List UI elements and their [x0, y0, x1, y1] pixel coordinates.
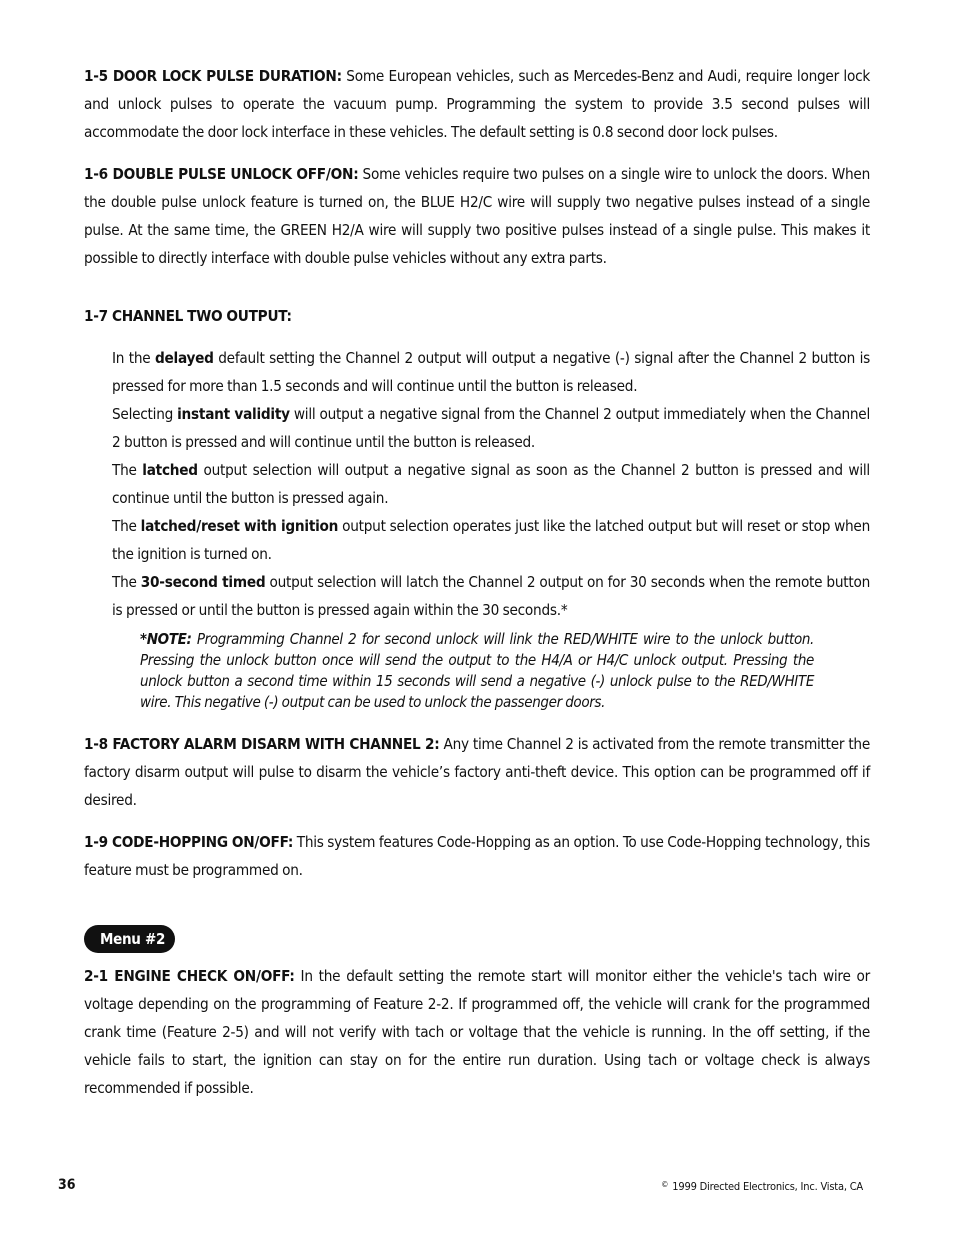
copyright-text: 1999 Directed Electronics, Inc. Vista, CA: [672, 1180, 863, 1193]
section-heading: 1-7 CHANNEL TWO OUTPUT:: [84, 307, 292, 325]
section-1-8: [84, 730, 870, 814]
note-block: [140, 629, 814, 713]
option-name: 30-second timed: [140, 573, 266, 591]
section-1-9: [84, 828, 870, 884]
channel-option-30-second-timed: [112, 568, 870, 624]
option-text: output selection will latch the Channel 2 output on for 30 seconds when the remote button is pressed or until the button is pressed again within the 30 seconds.*: [112, 573, 870, 619]
option-text: default setting the Channel 2 output will output a negative (-) signal after the Channel 2 button is pressed for more than 1.5 seconds and will continue until the button is released.: [112, 349, 870, 395]
option-text: Selecting: [112, 405, 178, 423]
option-name: instant validity: [177, 405, 290, 423]
channel-option-latched-reset: [112, 512, 870, 568]
section-body: Any time Channel 2 is activated from the remote transmitter the factory disarm output will pulse to disarm the vehicle’s factory anti-theft device. This option can be programmed off if desired.: [84, 735, 871, 809]
page-number: 36: [58, 1177, 76, 1193]
menu-badge: Menu #2: [84, 925, 175, 953]
section-1-7-heading: [84, 302, 870, 330]
section-body: Some vehicles require two pulses on a single wire to unlock the doors. When the double pulse unlock feature is turned on, the BLUE H2/C wire will supply two negative pulses instead of a single pulse. At the same time, the GREEN H2/A wire will supply two positive pulses instead of a single pulse. This makes it possible to directly interface with double pulse vehicles without any extra parts.: [84, 165, 870, 267]
section-heading: 1-9 CODE-HOPPING ON/OFF:: [84, 833, 294, 851]
section-body: Some European vehicles, such as Mercedes-Benz and Audi, require longer lock and unlock pulses to operate the vacuum pump. Programming the system to provide 3.5 second pulses will accommodate the door lock interface in these vehicles. The default setting is 0.8 second door lock pulses.: [84, 67, 870, 141]
section-heading: 1-5 DOOR LOCK PULSE DURATION:: [84, 67, 342, 85]
copyright-notice: [661, 1180, 863, 1193]
note-text: Programming Channel 2 for second unlock will link the RED/WHITE wire to the unlock button. Pressing the unlock button once will send the output to the H4/A or H4/C unlock output. Pressing the unlock button a second time within 15 seconds will send a negative (-) unlock pulse to the RED/WHITE wire. This negative (-) output can be used to unlock the passenger doors.: [140, 630, 814, 711]
section-1-5: [84, 62, 870, 146]
section-2-1: [84, 962, 870, 1102]
section-1-6: [84, 160, 870, 272]
option-text: In the: [112, 349, 155, 367]
copyright-symbol: ©: [661, 1180, 669, 1189]
option-text: The: [112, 573, 141, 591]
note-label: *NOTE:: [140, 630, 192, 648]
option-text: output selection will output a negative signal as soon as the Channel 2 button is pressed and will continue until the button is pressed again.: [112, 461, 870, 507]
section-heading: 1-6 DOUBLE PULSE UNLOCK OFF/ON:: [84, 165, 359, 183]
option-text: The: [112, 461, 143, 479]
option-name: latched: [142, 461, 198, 479]
option-text: The: [112, 517, 141, 535]
channel-option-delayed: [112, 344, 870, 400]
option-text: will output a negative signal from the Channel 2 output immediately when the Channel 2 button is pressed and will continue until the button is released.: [112, 405, 871, 451]
option-name: delayed: [154, 349, 214, 367]
channel-option-latched: [112, 456, 870, 512]
section-heading: 1-8 FACTORY ALARM DISARM WITH CHANNEL 2:: [84, 735, 440, 753]
option-name: latched/reset with ignition: [140, 517, 339, 535]
channel-option-instant-validity: [112, 400, 870, 456]
section-body: This system features Code-Hopping as an option. To use Code-Hopping technology, this feature must be programmed on.: [84, 833, 870, 879]
option-text: output selection operates just like the latched output but will reset or stop when the ignition is turned on.: [112, 517, 870, 563]
section-heading: 2-1 ENGINE CHECK ON/OFF:: [84, 967, 295, 985]
section-body: In the default setting the remote start will monitor either the vehicle's tach wire or voltage depending on the programming of Feature 2-2. If programmed off, the vehicle will crank for the programmed crank time (Feature 2-5) and will not verify with tach or voltage that the vehicle is running. In the off setting, if the vehicle fails to start, the ignition can stay on for the entire run duration. Using tach or voltage check is always recommended if possible.: [84, 967, 871, 1097]
